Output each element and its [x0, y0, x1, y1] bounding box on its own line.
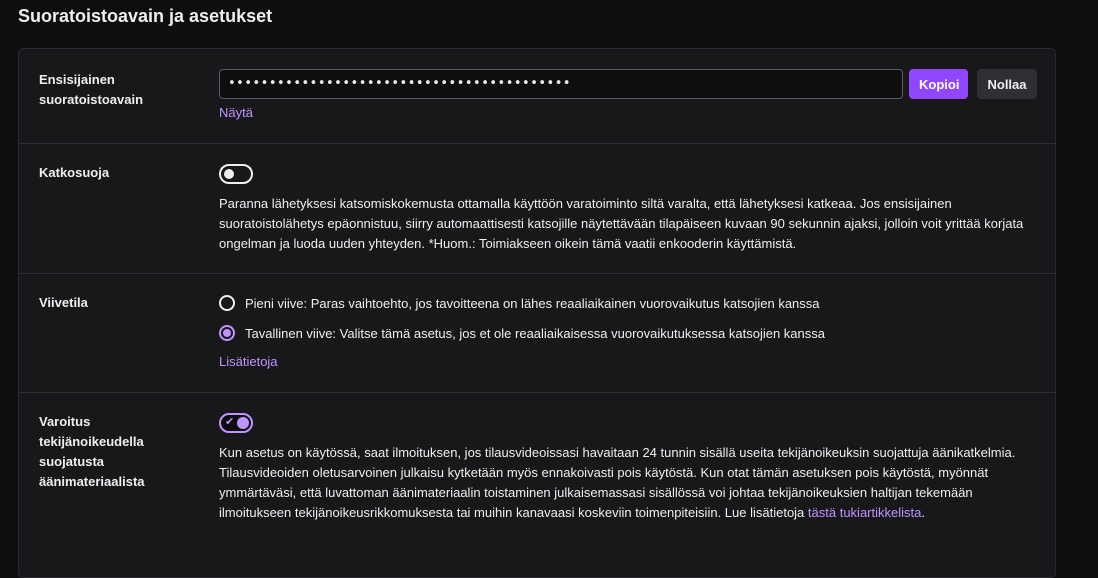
latency-more-info-link[interactable]: Lisätietoja	[219, 354, 278, 369]
copyright-warning-description	[219, 443, 1037, 523]
copy-button[interactable]: Kopioi	[909, 69, 968, 99]
settings-panel	[18, 48, 1056, 578]
latency-option-normal-label: Tavallinen viive: Valitse tämä asetus, jos et ole reaaliaikaisessa vuorovaikutuksessa katsojien kanssa	[245, 325, 825, 341]
latency-option-low-label: Pieni viive: Paras vaihtoehto, jos tavoitteena on lähes reaaliaikainen vuorovaikutus katsojien kanssa	[245, 295, 820, 311]
show-key-link[interactable]: Näytä	[219, 105, 253, 120]
page-title: Suoratoistoavain ja asetukset	[18, 6, 273, 26]
stream-key-label: Ensisijainen suoratoistoavain	[39, 72, 144, 107]
copyright-warning-section	[19, 393, 1055, 578]
radio-low-latency[interactable]	[219, 295, 235, 311]
copyright-warning-toggle[interactable]	[219, 413, 253, 433]
copyright-warning-trailing: .	[921, 505, 925, 520]
radio-normal-latency[interactable]	[219, 325, 235, 341]
latency-mode-label: Viivetila	[39, 295, 88, 310]
copyright-warning-text: Kun asetus on käytössä, saat ilmoituksen, jos tilausvideoissasi havaitaan 24 tunnin sisällä useita tekijänoikeuksin suojattuja äänikatkelmia. Tilausvideoiden oletusarvoinen julkaisu kytketään myös ennakoivasti pois käytöstä. Kun otat tämän asetuksen pois käytöstä, myönnät ymmärtäväsi, että luvattoman äänimateriaalin toistaminen julkaisemassasi sisällössä voi johtaa tekijänoikeuksien haltijan tekemään ilmoitukseen tekijänoikeusrikkomuksesta tai muihin kanavaasi koskeviin toimenpiteisiin. Lue lisätietoja	[219, 445, 1016, 520]
support-article-link[interactable]: tästä tukiartikkelista	[807, 505, 922, 520]
disconnect-protection-section	[19, 144, 1055, 274]
toggle-knob	[224, 169, 234, 179]
stream-key-input[interactable]: ••••••••••••••••••••••••••••••••••••••••••	[219, 69, 903, 99]
stream-key-section	[19, 49, 1055, 144]
latency-option-normal[interactable]	[219, 323, 825, 343]
check-icon: ✔	[225, 416, 235, 428]
latency-mode-section	[19, 274, 1055, 393]
disconnect-protection-toggle[interactable]	[219, 164, 253, 184]
disconnect-protection-label: Katkosuoja	[39, 165, 110, 180]
disconnect-protection-description: Paranna lähetyksesi katsomiskokemusta ottamalla käyttöön varatoiminto siltä varalta, että lähetyksesi katkeaa. Jos ensisijainen suoratoistolähetys epäonnistuu, siirry automaattisesti katsojille näytettävään tilapäiseen kuvaan 90 sekunnin ajaksi, jolloin voit yrittää korjata ongelman ja luoda uuden yhteyden. *Huom.: Toimiakseen oikein tämä vaatii enkooderin käyttämistä.	[219, 196, 1024, 251]
toggle-knob	[237, 417, 249, 429]
copyright-warning-label: Varoitus tekijänoikeudella suojatusta äänimateriaalista	[39, 414, 145, 489]
reset-button[interactable]: Nollaa	[977, 69, 1037, 99]
latency-option-low[interactable]	[219, 293, 820, 313]
